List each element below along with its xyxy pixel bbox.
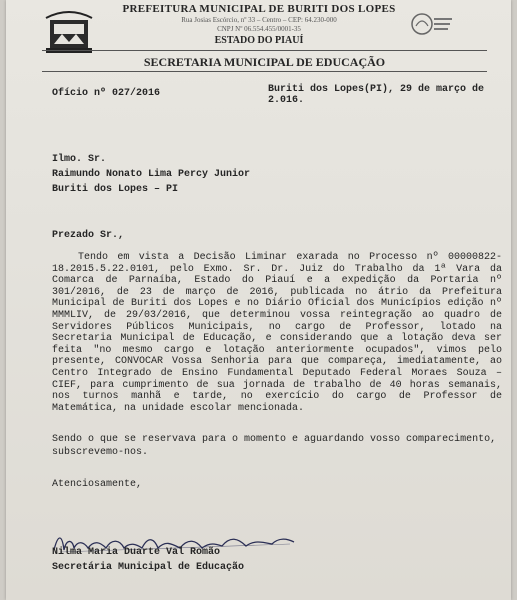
recipient-name: Raimundo Nonato Lima Percy Junior [52, 169, 251, 180]
department-title: SECRETARIA MUNICIPAL DE EDUCAÇÃO [143, 55, 386, 69]
letter-body: Tendo em vista a Decisão Liminar exarada no Processo nº 00000822-18.2015.5.22.0101, pelo Exmo. Sr. Dr. Juiz do Trabalho da 1ª Vara da Comarca de Parnaíba, Estado do Piauí e a expedição da Portaria nº 301/2016, de 23 de março de 2016, publicada no átrio da Prefeitura Municipal de Buriti dos Lopes e no Diário Oficial dos Municípios edição nº MMMLIV, de 29/03/2016, que determinou vossa reintegração ao quadro de Servidores Públicos Municipais, no cargo de Professor, lotado na Secretaria Municipal de Educação, e considerando que a lotação deva ser feita "no mesmo cargo e lotação anteriormente ocupados", vimos pelo presente, CONVOCAR Vossa Senhoria para que compareça, imediatamente, ao Centro Integrado de Ensino Fundamental Deputado Federal Moraes Souza – CIEF, para cumprimento de sua jornada de trabalho de 40 horas semanais, nos turnos manhã e tarde, no exercício do cargo de Professor de Matemática, na unidade escolar mencionada. [52, 252, 502, 414]
closing-paragraph: Sendo o que se reservava para o momento e aguardando vosso comparecimento, subscrevemo-nos. [52, 434, 497, 458]
letter-page [6, 0, 511, 600]
header-divider-top [42, 50, 487, 51]
letter-number: Ofício nº 027/2016 [52, 88, 161, 99]
greeting: Prezado Sr., [52, 230, 125, 241]
header-divider-bottom [42, 71, 487, 72]
org-name: PREFEITURA MUNICIPAL DE BURITI DOS LOPES [122, 3, 396, 15]
regards: Atenciosamente, [52, 479, 143, 490]
recipient-block [52, 152, 250, 197]
recipient-salutation: Ilmo. Sr. [52, 154, 107, 165]
state-name: ESTADO DO PIAUÍ [214, 35, 304, 46]
letter-date: Buriti dos Lopes(PI), 29 de março de 2.016. [268, 84, 485, 106]
signer-name: Nilma Maria Duarte Val Romão [52, 547, 221, 558]
org-cnpj: CNPJ Nº 06.554.455/0001-35 [217, 25, 301, 33]
signer-role: Secretária Municipal de Educação [52, 562, 245, 573]
recipient-city: Buriti dos Lopes – PI [52, 184, 179, 195]
municipal-crest-icon [40, 4, 98, 54]
org-address: Rua Josias Escórcio, nº 33 – Centro – CEP: 64.230-000 [181, 16, 337, 24]
secretaria-seal-icon [410, 6, 454, 46]
